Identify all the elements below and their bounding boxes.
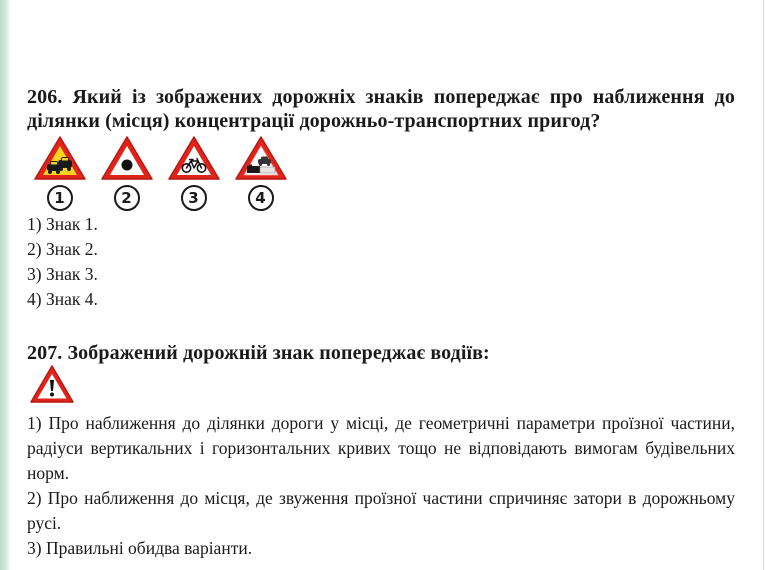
question-206-signs <box>26 135 294 211</box>
cyclists-sign-icon <box>167 135 221 181</box>
dot-warning-sign-icon <box>100 135 154 181</box>
road-narrowing-sign-icon <box>234 135 288 181</box>
sign-number-3: 3 <box>181 185 207 211</box>
question-207-answers <box>27 411 735 561</box>
answer-option-1[interactable]: 1) Знак 1. <box>27 214 98 234</box>
answer-option-2[interactable]: 2) Знак 2. <box>27 239 98 259</box>
sign-number-1: 1 <box>47 185 73 211</box>
traffic-jam-sign-icon <box>33 135 87 181</box>
exclamation-warning-sign-icon <box>29 364 75 404</box>
sign-option-1 <box>26 135 93 211</box>
sign-number-2: 2 <box>114 185 140 211</box>
sign-number-4: 4 <box>248 185 274 211</box>
sign-option-3 <box>160 135 227 211</box>
answer-option-4[interactable]: 4) Знак 4. <box>27 289 98 309</box>
question-206-answers <box>27 212 98 312</box>
right-border-line <box>763 0 764 570</box>
left-accent-bar <box>0 0 9 570</box>
answer-option-1[interactable]: 1) Про наближення до ділянки дороги у місці, де геометричні параметри проїзної частини, радіуси вертикальних і горизонтальних кривих тощо не відповідають вимогам будівельних норм. <box>27 413 735 483</box>
question-206-title: 206. Який із зображених дорожніх знаків попереджає про наближення до ділянки (місця) концентрації дорожньо-транспортних пригод? <box>27 86 735 132</box>
answer-option-3[interactable]: 3) Правильні обидва варіанти. <box>27 538 253 558</box>
sign-option-4 <box>227 135 294 211</box>
answer-option-3[interactable]: 3) Знак 3. <box>27 264 98 284</box>
answer-option-2[interactable]: 2) Про наближення до місця, де звуження проїзної частини спричиняє затори в дорожньому русі. <box>27 488 735 533</box>
question-207-title: 207. Зображений дорожній знак попереджає водіїв: <box>27 342 490 364</box>
sign-option-2 <box>93 135 160 211</box>
